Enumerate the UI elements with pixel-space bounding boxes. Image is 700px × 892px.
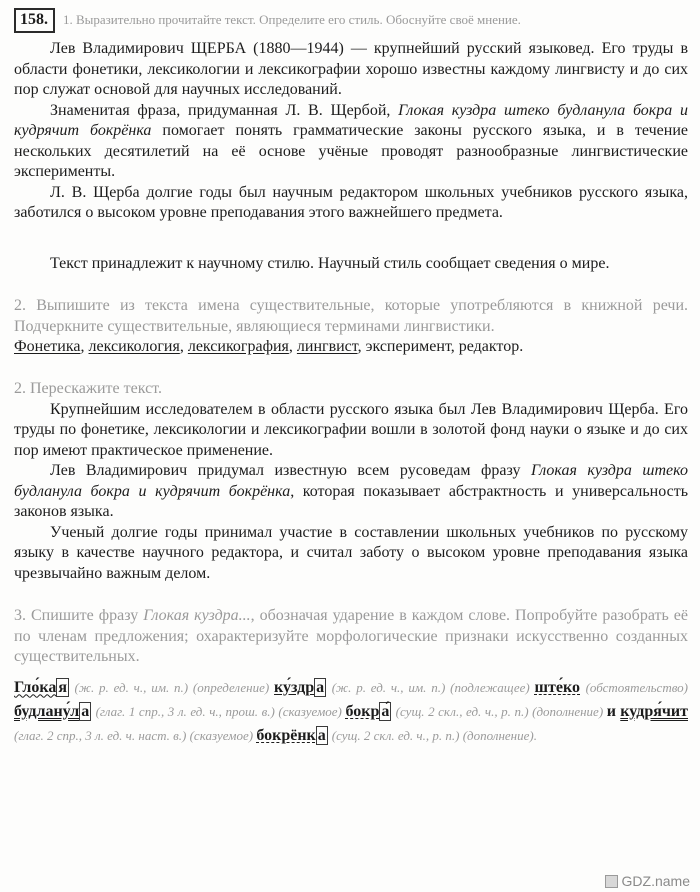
text-segment: бокрёнк — [256, 726, 316, 744]
text-segment: Глокая куздра штеко будланула бокра и кудрячит бокрёнка — [14, 101, 689, 140]
paragraph-editor — [14, 183, 688, 224]
text-segment: 3. Спишите фразу — [14, 607, 144, 625]
text-segment: , — [80, 338, 89, 356]
text-segment: Фонетика — [14, 338, 81, 356]
text-segment: ку́здр — [274, 678, 315, 696]
text-segment: помогает понять грамматические законы русского языка, и в течение нескольких десятилетий на её основе учёные проводят разнообразные лингвистические эксперименты. — [14, 122, 688, 181]
gdz-logo-icon — [605, 875, 618, 888]
text-segment: 2. Выпишите из текста имена существительные, которые употребляются в книжной речи. Подчеркните существительные, являющиеся терминами лингвистики. — [14, 297, 688, 335]
text-segment: Текст принадлежит к научному стилю. Научный стиль сообщает сведения о мире. — [50, 254, 610, 272]
watermark-label: GDZ.name — [621, 873, 690, 889]
retelling-paragraph-1 — [14, 400, 688, 461]
text-segment: а — [316, 678, 325, 696]
text-segment: , эксперимент, редактор. — [357, 338, 524, 356]
exercise-content — [14, 39, 688, 747]
text-segment: (ж. р. ед. ч., им. п.) (определение) — [74, 679, 275, 695]
exercise-header — [14, 8, 688, 33]
text-segment: Гло́ка — [14, 678, 57, 696]
text-segment: 2. Перескажите текст. — [14, 380, 162, 398]
text-segment: Знаменитая фраза, придуманная Л. В. Щербой, — [50, 101, 399, 119]
text-segment: а — [317, 726, 326, 744]
text-segment: бокр — [345, 702, 380, 720]
task-1-instruction: 1. Выразительно прочитайте текст. Определите его стиль. Обоснуйте своё мнение. — [63, 12, 521, 27]
text-segment: а́ — [381, 702, 390, 720]
text-segment: я — [58, 678, 67, 696]
text-segment: лексикография — [187, 338, 289, 356]
answer-terms — [14, 337, 688, 357]
watermark — [605, 873, 690, 889]
retelling-paragraph-2 — [14, 461, 688, 522]
text-segment: ште́ко — [534, 678, 581, 696]
text-segment: (глаг. 1 спр., 3 л. ед. ч., прош. в.) (сказуемое) — [95, 703, 346, 719]
text-segment: (сущ. 2 скл., ед. ч., р. п.) (дополнение) — [395, 703, 607, 719]
paragraph-shcherba-intro — [14, 39, 688, 100]
text-segment: (ж. р. ед. ч., им. п.) (подлежащее) — [331, 679, 535, 695]
text-segment: (глаг. 2 спр., 3 л. ед. ч. наст. в.) (сказуемое) — [14, 727, 257, 743]
text-segment: Лев Владимирович ЩЕРБА (1880—1944) — крупнейший русский языковед. Его труды в области фонетики, лексикологии и лексикографии хорошо известны каждому лингвисту и до сих пор служат основой для научных исследований. — [14, 40, 688, 99]
text-segment: (сущ. 2 скл. ед. ч., р. п.) (дополнение). — [331, 727, 537, 743]
text-segment: Глокая куздра штеко будланула бокра и кудрячит бокрёнка — [14, 462, 688, 500]
text-segment: , которая показывает абстрактность и универсальность законов языка. — [14, 482, 688, 521]
morphological-analysis — [14, 676, 688, 748]
text-segment: Крупнейшим исследователем в области русского языка был Лев Владимирович Щерба. Его труды по фонетике, лексикологии и лексикографии вошли в золотой фонд науки о языке и до сих пор имеют практическое применение. — [14, 400, 688, 459]
text-segment: лингвист — [296, 338, 358, 356]
text-segment: (обстоятельство) — [585, 679, 689, 695]
text-segment: а — [81, 702, 90, 720]
retelling-paragraph-3 — [14, 523, 688, 584]
text-segment: Ученый долгие годы принимал участие в составлении школьных учебников по русскому языку в качестве научного редактора, и считал заботу о высоком уровне преподавания языка чрезвычайно важным делом. — [14, 523, 688, 582]
text-segment: , — [288, 338, 297, 356]
text-segment: и — [606, 702, 621, 720]
text-segment: лексикология — [88, 338, 180, 356]
text-segment: , — [179, 338, 188, 356]
text-segment: Л. В. Щерба долгие годы был научным редактором школьных учебников русского языка, заботился о высоком уровне преподавания этого важнейшего предмета. — [14, 183, 688, 222]
paragraph-style-conclusion — [14, 254, 688, 274]
text-segment: Лев Владимирович придумал известную всем русоведам фразу — [50, 462, 531, 480]
exercise-number: 158. — [14, 8, 55, 33]
task-2-instruction — [14, 296, 688, 337]
text-segment: будлану́л — [14, 702, 80, 720]
text-segment: Глокая куздра... — [143, 607, 251, 625]
task-retell-instruction — [14, 379, 688, 399]
task-3-instruction — [14, 606, 688, 667]
text-segment: кудря́чит — [620, 702, 688, 720]
text-segment: , обозначая ударение в каждом слове. Попробуйте разобрать её по членам предложения; охарактеризуйте морфологические признаки искусственно созданных существительных. — [14, 607, 688, 666]
paragraph-famous-phrase — [14, 101, 688, 183]
